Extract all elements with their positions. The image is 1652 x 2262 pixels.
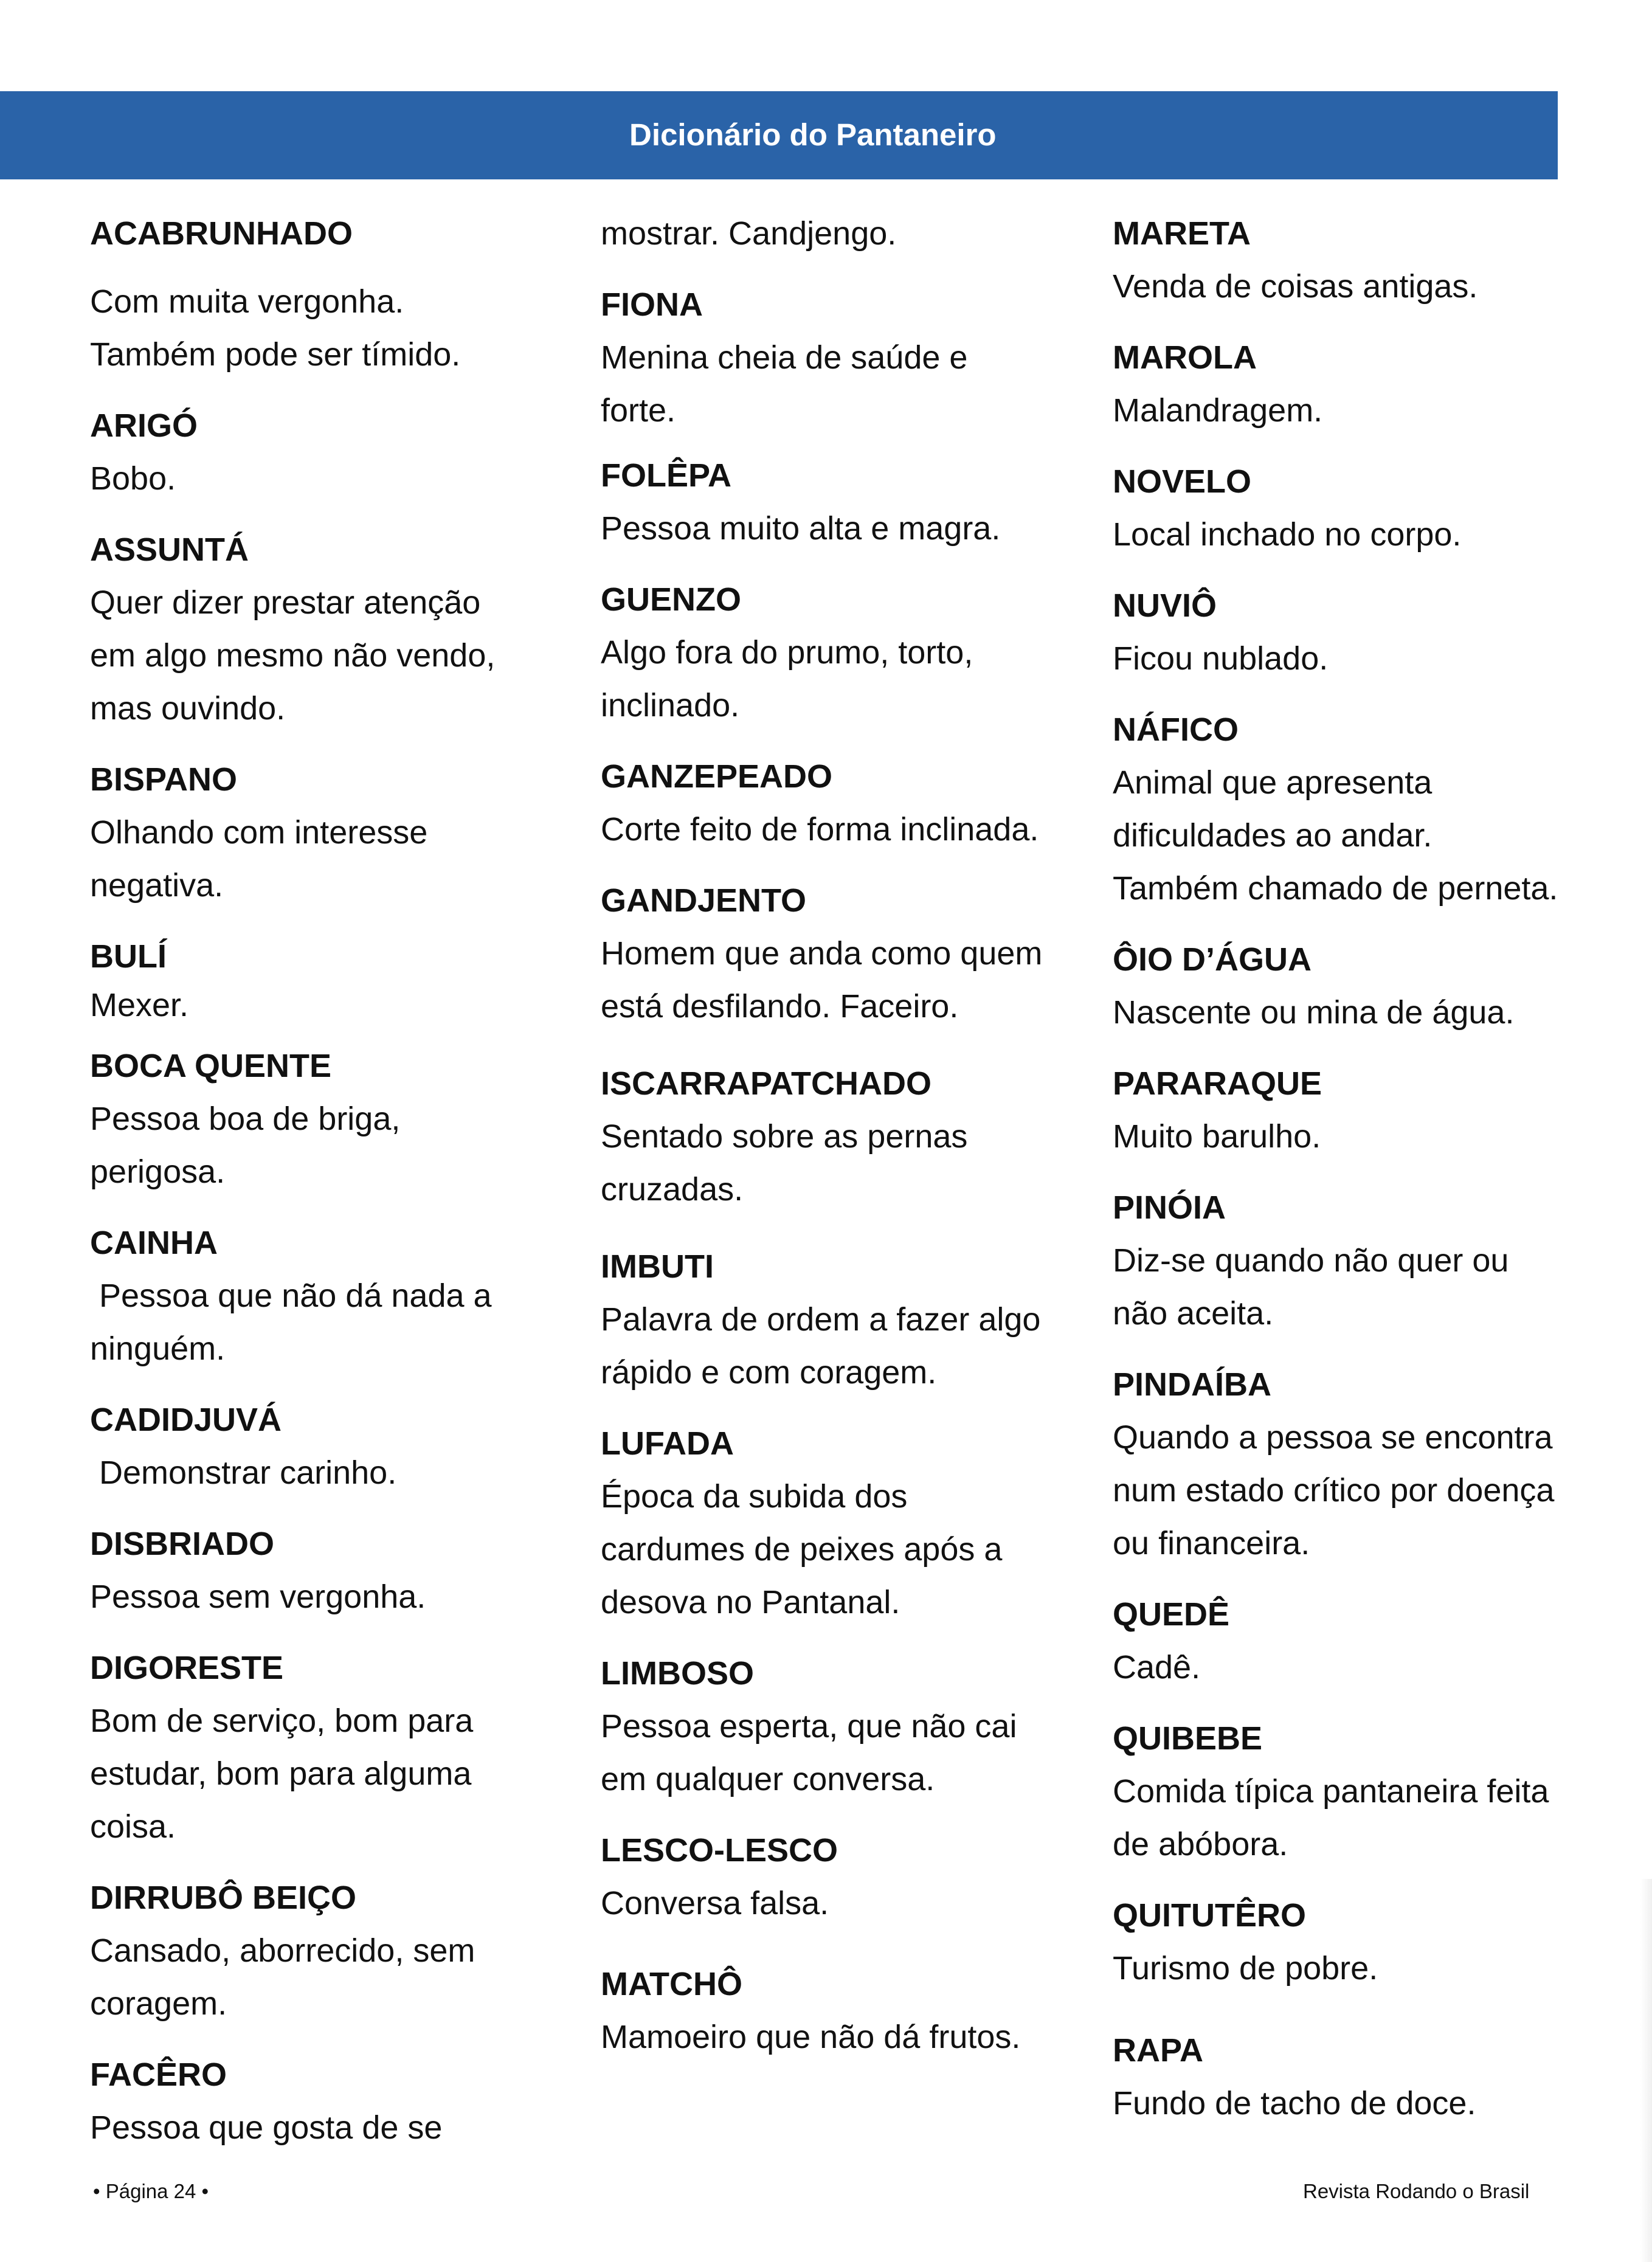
definition-line: Pessoa esperta, que não cai [601,1708,1017,1745]
definition-line: Pessoa que não dá nada a [90,1278,492,1314]
headword: NUVIÔ [1113,587,1217,624]
definition-line: Palavra de ordem a fazer algo [601,1301,1041,1338]
definition-line: Diz-se quando não quer ou [1113,1242,1509,1279]
headword: QUIBEBE [1113,1720,1263,1757]
definition-line: desova no Pantanal. [601,1584,900,1620]
headword: DIRRUBÔ BEIÇO [90,1880,357,1916]
headword: BOCA QUENTE [90,1048,332,1084]
definition-line: ninguém. [90,1330,226,1367]
definition-line: Cadê. [1113,1649,1201,1686]
definition-line: Quando a pessoa se encontra [1113,1419,1553,1456]
headword: LUFADA [601,1425,734,1462]
definition-line: Bom de serviço, bom para [90,1703,474,1739]
definition-line: perigosa. [90,1153,226,1190]
definition-line: dificuldades ao andar. [1113,817,1433,854]
page-title: Dicionário do Pantaneiro [629,117,997,152]
definition-line: Corte feito de forma inclinada. [601,811,1039,848]
headword: DIGORESTE [90,1650,284,1686]
definition-line: está desfilando. Faceiro. [601,988,959,1025]
headword: QUEDÊ [1113,1596,1230,1633]
definition-line: Também chamado de perneta. [1113,870,1558,907]
page-edge-shadow [1640,1879,1652,2262]
definition-line: Local inchado no corpo. [1113,516,1462,553]
definition-line: Conversa falsa. [601,1885,829,1921]
headword: MATCHÔ [601,1966,742,2002]
definition-line: Cansado, aborrecido, sem [90,1932,475,1969]
definition-line: em qualquer conversa. [601,1761,935,1797]
definition-line: Também pode ser tímido. [90,336,461,373]
definition-line: Mamoeiro que não dá frutos. [601,2019,1021,2055]
headword: ASSUNTÁ [90,531,249,568]
headword: NOVELO [1113,463,1252,500]
definition-line: num estado crítico por doença [1113,1472,1555,1509]
headword: BULÍ [90,938,167,975]
definition-line: Menina cheia de saúde e [601,339,968,376]
definition-line: Animal que apresenta [1113,764,1433,801]
definition-line: Ficou nublado. [1113,640,1329,677]
definition-line: Fundo de tacho de doce. [1113,2085,1476,2122]
definition-line: Comida típica pantaneira feita [1113,1773,1549,1810]
headword: MARETA [1113,215,1251,252]
definition-line: estudar, bom para alguma [90,1755,472,1792]
definition-line: ou financeira. [1113,1525,1310,1562]
definition-line: rápido e com coragem. [601,1354,937,1391]
definition-line: coisa. [90,1808,176,1845]
definition-line: cruzadas. [601,1171,744,1208]
definition-line: Turismo de pobre. [1113,1950,1378,1987]
definition-line: Demonstrar carinho. [90,1454,397,1491]
definition-line: Pessoa que gosta de se [90,2109,443,2146]
definition-line: Época da subida dos [601,1478,908,1515]
headword: ARIGÓ [90,407,198,444]
headword: ISCARRAPATCHADO [601,1065,931,1102]
magazine-name: Revista Rodando o Brasil [1303,2180,1530,2202]
definition-line: não aceita. [1113,1295,1274,1332]
definition-line: mas ouvindo. [90,690,286,727]
definition-line: cardumes de peixes após a [601,1531,1003,1568]
definition-line: Nascente ou mina de água. [1113,994,1515,1031]
definition-line: inclinado. [601,687,740,724]
definition-line: mostrar. Candjengo. [601,215,897,252]
definition-line: Sentado sobre as pernas [601,1118,968,1155]
definition-line: Muito barulho. [1113,1118,1321,1155]
headword: FOLÊPA [601,457,731,494]
definition-line: Quer dizer prestar atenção [90,584,481,621]
definition-line: Pessoa boa de briga, [90,1101,401,1137]
definition-line: coragem. [90,1985,227,2022]
headword: GUENZO [601,581,742,618]
headword: NÁFICO [1113,711,1239,748]
headword: CAINHA [90,1225,218,1261]
headword: MAROLA [1113,339,1257,376]
headword: PINDAÍBA [1113,1366,1272,1403]
headword: LIMBOSO [601,1655,754,1692]
headword: GANDJENTO [601,882,807,919]
headword: LESCO-LESCO [601,1832,838,1869]
definition-line: Olhando com interesse [90,814,428,851]
headword: FIONA [601,286,703,323]
headword: QUITUTÊRO [1113,1897,1306,1934]
definition-line: Venda de coisas antigas. [1113,268,1478,305]
definition-line: negativa. [90,867,224,904]
headword: BISPANO [90,761,238,798]
headword: IMBUTI [601,1248,714,1285]
definition-line: Bobo. [90,460,176,497]
definition-line: de abóbora. [1113,1826,1288,1863]
headword: FACÊRO [90,2056,227,2093]
definition-line: Algo fora do prumo, torto, [601,634,973,671]
headword: PINÓIA [1113,1189,1226,1226]
headword: DISBRIADO [90,1526,275,1562]
definition-line: Pessoa muito alta e magra. [601,510,1001,547]
headword: PARARAQUE [1113,1065,1322,1102]
definition-line: Pessoa sem vergonha. [90,1579,426,1615]
definition-line: Mexer. [90,987,189,1023]
headword: RAPA [1113,2032,1204,2069]
headword: ÔIO D’ÁGUA [1113,941,1312,978]
page-number: • Página 24 • [93,2180,209,2202]
definition-line: Malandragem. [1113,392,1323,429]
definition-line: Homem que anda como quem [601,935,1043,972]
definition-line: em algo mesmo não vendo, [90,637,496,674]
definition-line: Com muita vergonha. [90,283,404,320]
headword: GANZEPEADO [601,758,833,795]
headword: ACABRUNHADO [90,215,353,252]
definition-line: forte. [601,392,676,429]
headword: CADIDJUVÁ [90,1402,282,1438]
